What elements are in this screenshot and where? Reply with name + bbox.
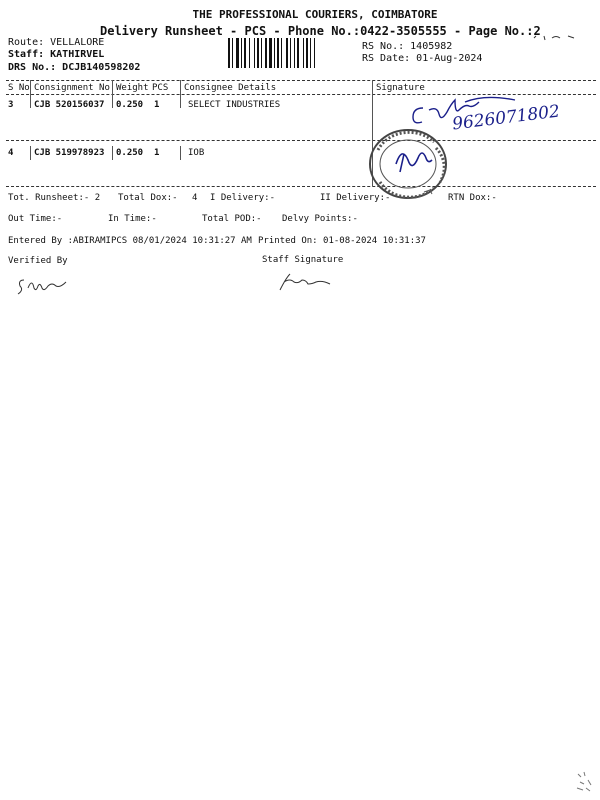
barcode-bar (265, 38, 267, 68)
col-header-consignment: Consignment No (34, 83, 110, 93)
barcode-bar (274, 38, 275, 68)
col-header-sno: S No (8, 83, 30, 93)
barcode-bar (244, 38, 246, 68)
ii-delivery: II Delivery:- (320, 193, 391, 203)
barcode-bar (303, 38, 304, 68)
total-dox-label: Total Dox:- (118, 193, 178, 203)
row-consignee: SELECT INDUSTRIES (188, 100, 281, 110)
barcode-bar (281, 38, 282, 68)
verifier-signature (14, 274, 84, 298)
table-header-rule (6, 94, 596, 95)
col-divider (30, 146, 31, 160)
printed-on: Printed On: 01-08-2024 10:31:37 (258, 236, 426, 246)
row-sno: 4 (8, 148, 14, 158)
barcode-bar (257, 38, 259, 68)
rs-number: RS No.: 1405982 (362, 41, 453, 52)
col-divider (180, 80, 181, 108)
barcode-bar (286, 38, 288, 68)
scan-speck-icon (574, 770, 596, 794)
row-weight: 0.250 (116, 148, 144, 158)
total-runsheet: Tot. Runsheet:- 2 (8, 193, 101, 203)
in-time: In Time:- (108, 214, 157, 224)
delvy-points: Delvy Points:- (282, 214, 358, 224)
barcode-bar (297, 38, 299, 68)
barcode-bar (294, 38, 295, 68)
col-header-signature: Signature (376, 83, 425, 93)
barcode-bar (228, 38, 230, 68)
row-pcs: 1 (154, 148, 160, 158)
i-delivery: I Delivery:- (210, 193, 276, 203)
route-label: Route: VELLALORE (8, 37, 105, 48)
barcode-image (228, 38, 360, 68)
barcode-bar (261, 38, 262, 68)
runsheet-subtitle: Delivery Runsheet - PCS - Phone No.:0422-3505555 - Page No.:2 (100, 24, 541, 38)
barcode-bar (290, 38, 291, 68)
rtn-dox: RTN Dox:- (448, 193, 497, 203)
row-consignee: IOB (188, 148, 205, 158)
handwritten-phone-number: 9626071802 (451, 101, 561, 135)
company-title: THE PROFESSIONAL COURIERS, COIMBATORE (192, 8, 438, 21)
row-weight: 0.250 (116, 100, 144, 110)
row-sno: 3 (8, 100, 14, 110)
col-header-pcs: PCS (152, 83, 169, 93)
barcode-bar (232, 38, 233, 68)
drs-number: DRS No.: DCJB140598202 (8, 62, 141, 73)
staff-label: Staff: KATHIRVEL (8, 49, 105, 60)
col-divider (30, 80, 31, 108)
row-pcs: 1 (154, 100, 160, 110)
row-consignment: CJB 519978923 (34, 148, 105, 158)
barcode-bar (241, 38, 242, 68)
verified-by-label: Verified By (8, 256, 68, 266)
total-dox-value: 4 (192, 193, 198, 203)
table-top-rule (6, 80, 596, 81)
staff-signature-label: Staff Signature (262, 255, 344, 265)
barcode-bar (249, 38, 250, 68)
scribble-mark-icon (530, 30, 580, 44)
col-header-weight: Weight (116, 83, 149, 93)
barcode-bar (310, 38, 311, 68)
col-divider (180, 146, 181, 160)
total-pod: Total POD:- (202, 214, 262, 224)
staff-signature (276, 268, 346, 294)
rs-date: RS Date: 01-Aug-2024 (362, 53, 483, 64)
barcode-bar (277, 38, 279, 68)
barcode-bar (269, 38, 272, 68)
col-divider (112, 80, 113, 108)
col-divider (112, 146, 113, 160)
entered-by: Entered By :ABIRAMIPCS 08/01/2024 10:31:27 AM (8, 236, 252, 246)
barcode-bar (254, 38, 255, 68)
barcode-bar (306, 38, 308, 68)
col-header-consignee: Consignee Details (184, 83, 277, 93)
barcode-bar (314, 38, 315, 68)
row-consignment: CJB 520156037 (34, 100, 105, 110)
barcode-bar (236, 38, 239, 68)
table-bottom-rule (6, 186, 596, 187)
out-time: Out Time:- (8, 214, 63, 224)
